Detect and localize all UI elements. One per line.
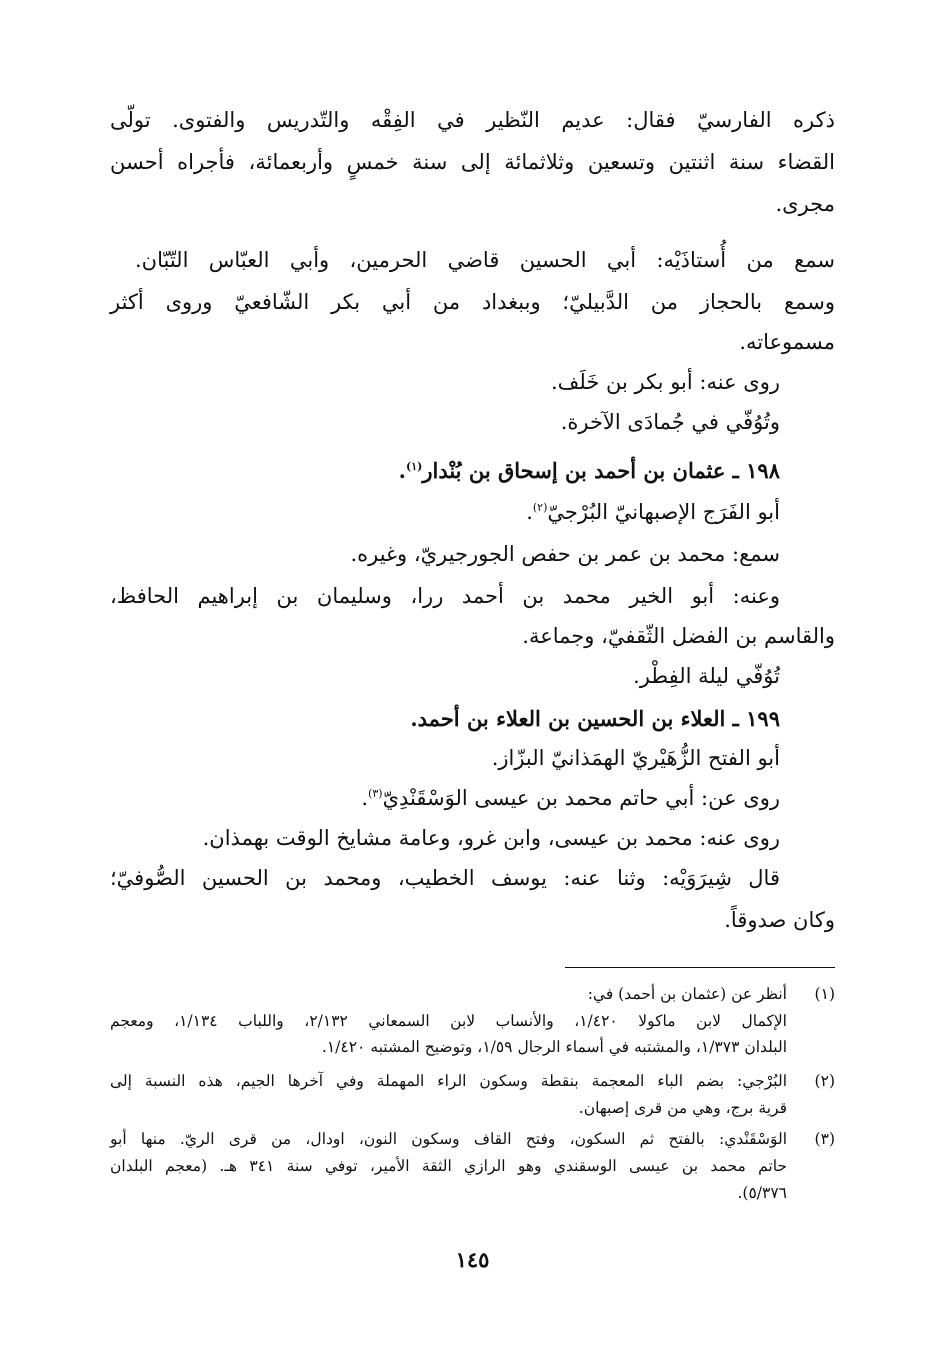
footnote-2-line-1: البُرْجي: بضم الباء المعجمة بنقطة وسكون الراء المهملة وفي آخرها الجيم، هذه النسبة إلى bbox=[110, 1072, 787, 1090]
entry-198-heading-end: . bbox=[398, 458, 406, 483]
entry-199-narrated-from-end: . bbox=[361, 786, 369, 810]
entry-198-heard: سمع: محمد بن عمر بن حفص الجورجيريّ، وغيره. bbox=[350, 542, 780, 566]
entry-198-from-2: والقاسم بن الفضل الثّقفيّ، وجماعة. bbox=[522, 624, 835, 648]
entry-198-nisba-end: . bbox=[526, 500, 533, 524]
page-number: ١٤٥ bbox=[455, 1247, 490, 1272]
footnote-3-line-2: حاتم محمد بن عيسى الوسقندي وهو الرازي الثقة الأمير، توفي سنة ٣٤١ هـ. (معجم البلدان bbox=[110, 1157, 787, 1175]
footnote-3 bbox=[110, 1130, 835, 1204]
footnote-2-line-2: قرية برج، وهي من قرى إصبهان. bbox=[578, 1099, 787, 1117]
body-line-3: مجرى. bbox=[775, 192, 835, 216]
footnote-3-line-3: ٥/٣٧٦). bbox=[737, 1184, 787, 1202]
body-line-5: وسمع بالحجاز من الدَّبيليّ؛ وببغداد من أبي بكر الشّافعيّ وروى أكثر bbox=[110, 290, 835, 314]
footnote-1-line-1: أنظر عن (عثمان بن أحمد) في: bbox=[587, 985, 787, 1003]
body-line-1: ذكره الفارسيّ فقال: عديم النّظير في الفِقْه والتّدريس والفتوى. تولّى bbox=[110, 108, 835, 132]
body-line-6: مسموعاته. bbox=[739, 330, 835, 354]
footnote-3-line-1: الوَسْقَنْدي: بالفتح ثم السكون، وفتح القاف وسكون النون، اودال، من قرى الريّ. منها أبو bbox=[110, 1130, 787, 1148]
footnote-separator bbox=[565, 967, 835, 968]
footnote-2-number: (٢) bbox=[814, 1072, 835, 1090]
entry-199-narrated-from bbox=[361, 786, 780, 810]
entry-198-heading-text: ١٩٨ ـ عثمان بن أحمد بن إسحاق بن بُنْدار bbox=[422, 458, 780, 483]
footnote-3-number: (٣) bbox=[814, 1130, 835, 1148]
footnote-1-line-2: الإكمال لابن ماكولا ١/٤٢٠، والأنساب لابن السمعاني ٢/١٣٢، واللباب ١/١٣٤، ومعجم bbox=[110, 1012, 787, 1030]
entry-199-said-1: قال شِيرَوَيْه: وثنا عنه: يوسف الخطيب، ومحمد بن الحسين الصُّوفيّ؛ bbox=[110, 866, 780, 890]
footnote-2 bbox=[110, 1072, 835, 1118]
entry-198-nisba-text: أبو الفَرَج الإصبهانيّ البُرْجيّ bbox=[547, 500, 780, 524]
entry-199-heading: ١٩٩ ـ العلاء بن الحسين بن العلاء بن أحمد. bbox=[410, 706, 780, 731]
footnote-ref-2: (٢) bbox=[532, 501, 548, 514]
entry-199-nisba: أبو الفتح الزُّهَيْريّ الهمَذانيّ البزّاز. bbox=[491, 746, 780, 770]
entry-198-heading bbox=[399, 458, 780, 483]
entry-198-from-1: وعنه: أبو الخير محمد بن أحمد ررا، وسليمان بن إبراهيم الحافظ، bbox=[110, 584, 780, 608]
footnote-1 bbox=[110, 985, 835, 1055]
footnote-1-line-3: البلدان ١/٣٧٣، والمشتبه في أسماء الرجال ١/٥٩، وتوضيح المشتبه ١/٤٢٠. bbox=[321, 1038, 787, 1056]
entry-199-narrated-from-text: روى عن: أبي حاتم محمد بن عيسى الوَسْقَنْدِيّ bbox=[382, 786, 780, 810]
entry-198-death: تُوُفّي ليلة الفِطْر. bbox=[633, 664, 780, 688]
body-line-2: القضاء سنة اثنتين وتسعين وثلاثمائة إلى سنة خمسٍ وأربعمائة، فأجراه أحسن bbox=[110, 150, 835, 174]
footnote-ref-1: (١) bbox=[405, 460, 423, 473]
footnote-1-number: (١) bbox=[814, 985, 835, 1003]
body-line-8: وتُوُفّي في جُمادَى الآخرة. bbox=[560, 410, 780, 434]
entry-199-said-2: وكان صدوقاً. bbox=[724, 908, 835, 932]
entry-199-narrated-by: روى عنه: محمد بن عيسى، وابن غرو، وعامة مشايخ الوقت بهمذان. bbox=[202, 826, 780, 850]
entry-198-nisba bbox=[526, 500, 780, 524]
body-line-7: روى عنه: أبو بكر بن خَلَف. bbox=[550, 370, 780, 394]
body-line-4: سمع من أُستاذَيْه: أبي الحسين قاضي الحرمين، وأبي العبّاس التّبّان. bbox=[135, 248, 835, 272]
footnote-ref-3: (٣) bbox=[368, 787, 383, 800]
